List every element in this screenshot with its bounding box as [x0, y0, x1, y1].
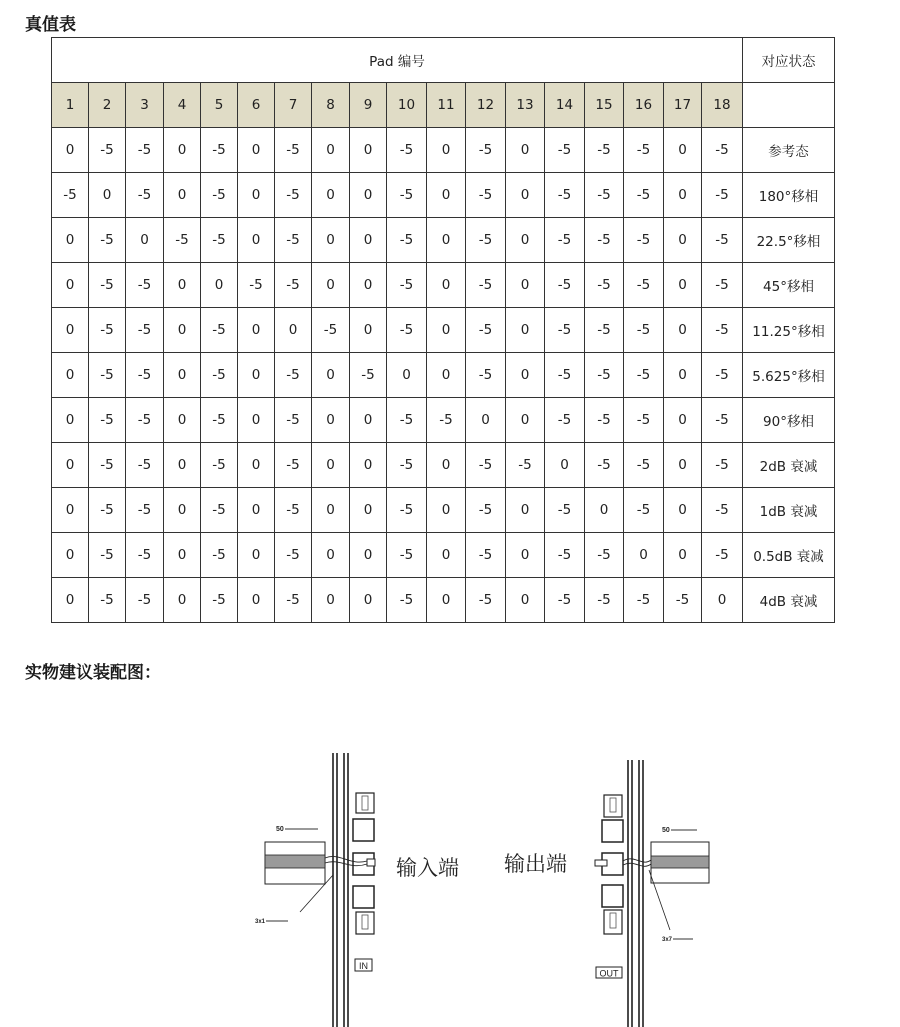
table-cell: -5 [585, 398, 624, 443]
table-cell: 0 [312, 218, 350, 263]
pad-number-cell: 9 [350, 83, 387, 128]
table-cell: -5 [545, 308, 585, 353]
table-cell: -5 [585, 173, 624, 218]
table-cell: -5 [89, 128, 126, 173]
table-cell: -5 [624, 173, 664, 218]
table-cell: -5 [466, 218, 506, 263]
table-cell: -5 [126, 173, 164, 218]
table-cell: 0 [164, 488, 201, 533]
state-cell: 0.5dB 衰减 [743, 533, 835, 578]
table-cell: 0 [427, 533, 466, 578]
table-cell: -5 [89, 398, 126, 443]
table-cell: 0 [506, 533, 545, 578]
right-bond-wire-1 [623, 859, 651, 862]
table-cell: -5 [89, 578, 126, 623]
table-cell: -5 [89, 443, 126, 488]
pad-number-cell: 2 [89, 83, 126, 128]
table-cell: 0 [664, 533, 702, 578]
table-cell: -5 [52, 173, 89, 218]
table-cell: 0 [664, 218, 702, 263]
table-cell: 0 [238, 533, 275, 578]
table-cell: -5 [545, 128, 585, 173]
table-cell: -5 [201, 533, 238, 578]
table-cell: -5 [427, 398, 466, 443]
table-cell: 0 [506, 488, 545, 533]
left-pad-2 [353, 819, 374, 841]
table-cell: -5 [89, 308, 126, 353]
state-cell: 22.5°移相 [743, 218, 835, 263]
table-cell: 0 [164, 578, 201, 623]
pad-number-cell: 18 [702, 83, 743, 128]
table-cell: 0 [238, 488, 275, 533]
table-row [52, 353, 835, 398]
right-pad-connector [595, 860, 607, 866]
table-cell: 0 [350, 308, 387, 353]
table-cell: 0 [350, 263, 387, 308]
table-cell: 0 [312, 443, 350, 488]
table-cell: 0 [238, 398, 275, 443]
table-cell: 0 [506, 173, 545, 218]
table-cell: -5 [702, 353, 743, 398]
table-cell: -5 [585, 443, 624, 488]
pad-row-blank-cell [743, 83, 835, 128]
output-label: 输出端 [504, 852, 567, 876]
table-cell: 0 [164, 398, 201, 443]
table-cell: 0 [164, 263, 201, 308]
table-cell: -5 [201, 128, 238, 173]
right-line-label: 50 [662, 827, 670, 834]
table-cell: -5 [387, 308, 427, 353]
pad-number-cell: 6 [238, 83, 275, 128]
table-cell: -5 [624, 218, 664, 263]
input-assembly [255, 753, 459, 1027]
table-cell: -5 [201, 443, 238, 488]
table-cell: -5 [275, 218, 312, 263]
table-cell: -5 [702, 218, 743, 263]
table-cell: 0 [89, 173, 126, 218]
table-cell: -5 [466, 533, 506, 578]
table-cell: 0 [664, 398, 702, 443]
truth-table [51, 37, 835, 623]
table-cell: 0 [466, 398, 506, 443]
table-cell: 0 [427, 263, 466, 308]
table-cell: 0 [506, 128, 545, 173]
table-cell: -5 [238, 263, 275, 308]
table-cell: -5 [387, 443, 427, 488]
table-cell: 0 [238, 173, 275, 218]
pad-number-cell: 15 [585, 83, 624, 128]
table-cell: 0 [238, 218, 275, 263]
table-cell: 0 [506, 398, 545, 443]
table-cell: 0 [506, 308, 545, 353]
table-cell: 0 [52, 398, 89, 443]
table-row [52, 398, 835, 443]
left-pad-4 [353, 886, 374, 908]
table-cell: -5 [466, 263, 506, 308]
table-cell: -5 [312, 308, 350, 353]
table-cell: -5 [126, 398, 164, 443]
table-cell: -5 [387, 578, 427, 623]
table-cell: 0 [350, 488, 387, 533]
table-cell: -5 [466, 578, 506, 623]
table-cell: 0 [238, 353, 275, 398]
table-cell: -5 [624, 488, 664, 533]
table-cell: 0 [312, 533, 350, 578]
table-cell: -5 [466, 443, 506, 488]
pad-number-cell: 1 [52, 83, 89, 128]
right-pad-4 [602, 885, 623, 907]
table-cell: 0 [664, 488, 702, 533]
table-row [52, 578, 835, 623]
truth-table-title: 真值表 [25, 15, 76, 35]
pad-number-cell: 8 [312, 83, 350, 128]
table-row [52, 128, 835, 173]
table-cell: 0 [427, 488, 466, 533]
input-label: 输入端 [396, 856, 459, 880]
left-pad-connector [367, 859, 375, 866]
table-cell: 0 [664, 173, 702, 218]
table-cell: 0 [664, 263, 702, 308]
table-cell: -5 [585, 578, 624, 623]
table-cell: 0 [52, 353, 89, 398]
state-cell: 4dB 衰减 [743, 578, 835, 623]
table-row [52, 488, 835, 533]
table-row [52, 263, 835, 308]
right-bond-wire-2 [623, 863, 651, 866]
left-wire-label: 3x1 [255, 919, 266, 925]
table-cell: -5 [545, 398, 585, 443]
table-cell: -5 [387, 128, 427, 173]
table-cell: 0 [275, 308, 312, 353]
output-assembly [504, 760, 709, 1027]
table-cell: -5 [126, 263, 164, 308]
table-cell: -5 [466, 488, 506, 533]
table-cell: -5 [89, 488, 126, 533]
state-cell: 2dB 衰减 [743, 443, 835, 488]
table-cell: 0 [664, 128, 702, 173]
state-cell: 45°移相 [743, 263, 835, 308]
table-cell: 0 [350, 443, 387, 488]
table-cell: -5 [545, 353, 585, 398]
table-cell: 0 [238, 578, 275, 623]
table-cell: -5 [585, 308, 624, 353]
table-cell: -5 [201, 578, 238, 623]
table-cell: 0 [52, 533, 89, 578]
table-cell: -5 [126, 578, 164, 623]
right-microstrip-line [651, 856, 709, 868]
assembly-title: 实物建议装配图： [25, 663, 161, 683]
table-cell: -5 [387, 263, 427, 308]
table-cell: 0 [52, 488, 89, 533]
right-pad-bottom [604, 910, 622, 934]
table-cell: 0 [238, 443, 275, 488]
pad-number-cell: 3 [126, 83, 164, 128]
table-cell: 0 [350, 533, 387, 578]
table-cell: 0 [427, 578, 466, 623]
table-cell: 0 [164, 533, 201, 578]
table-cell: -5 [702, 398, 743, 443]
table-cell: -5 [624, 128, 664, 173]
table-cell: -5 [89, 263, 126, 308]
table-cell: -5 [466, 353, 506, 398]
right-pad-2 [602, 820, 623, 842]
table-cell: -5 [275, 173, 312, 218]
table-cell: -5 [545, 578, 585, 623]
table-cell: 0 [52, 128, 89, 173]
table-cell: 0 [52, 218, 89, 263]
table-cell: 0 [427, 443, 466, 488]
table-cell: -5 [275, 353, 312, 398]
table-cell: 0 [201, 263, 238, 308]
pad-number-cell: 12 [466, 83, 506, 128]
table-row [52, 533, 835, 578]
table-cell: 0 [52, 263, 89, 308]
pad-number-cell: 7 [275, 83, 312, 128]
table-row [52, 173, 835, 218]
table-cell: -5 [164, 218, 201, 263]
table-cell: 0 [52, 443, 89, 488]
table-cell: 0 [52, 308, 89, 353]
table-cell: -5 [387, 173, 427, 218]
table-cell: -5 [126, 353, 164, 398]
table-cell: -5 [466, 173, 506, 218]
table-cell: -5 [545, 488, 585, 533]
table-cell: -5 [624, 578, 664, 623]
left-line-label: 50 [276, 826, 284, 833]
table-cell: -5 [275, 443, 312, 488]
table-cell: -5 [545, 218, 585, 263]
table-cell: -5 [545, 173, 585, 218]
table-cell: -5 [585, 128, 624, 173]
table-cell: -5 [545, 533, 585, 578]
table-cell: -5 [89, 533, 126, 578]
table-cell: -5 [126, 533, 164, 578]
table-cell: -5 [126, 443, 164, 488]
table-cell: -5 [201, 353, 238, 398]
table-header-row [52, 38, 835, 83]
table-cell: 0 [350, 398, 387, 443]
table-cell: 0 [427, 308, 466, 353]
table-cell: -5 [89, 353, 126, 398]
state-cell: 参考态 [743, 128, 835, 173]
table-cell: -5 [126, 308, 164, 353]
table-cell: 0 [312, 578, 350, 623]
out-tag: OUT [599, 968, 619, 979]
table-cell: 0 [312, 398, 350, 443]
table-cell: -5 [275, 398, 312, 443]
state-cell: 90°移相 [743, 398, 835, 443]
table-cell: 0 [312, 353, 350, 398]
table-cell: -5 [466, 128, 506, 173]
table-cell: 0 [312, 263, 350, 308]
table-cell: 0 [624, 533, 664, 578]
pad-number-cell: 11 [427, 83, 466, 128]
table-cell: -5 [275, 578, 312, 623]
table-cell: -5 [466, 308, 506, 353]
table-cell: 0 [164, 308, 201, 353]
table-cell: -5 [506, 443, 545, 488]
state-cell: 5.625°移相 [743, 353, 835, 398]
table-cell: 0 [664, 353, 702, 398]
table-cell: 0 [506, 353, 545, 398]
table-cell: 0 [664, 443, 702, 488]
table-cell: 0 [427, 353, 466, 398]
table-cell: 0 [427, 218, 466, 263]
pad-number-cell: 17 [664, 83, 702, 128]
table-cell: -5 [350, 353, 387, 398]
pad-number-cell: 13 [506, 83, 545, 128]
table-cell: 0 [506, 263, 545, 308]
assembly-diagram [0, 740, 900, 1027]
table-cell: -5 [201, 488, 238, 533]
table-cell: -5 [585, 353, 624, 398]
table-cell: -5 [387, 218, 427, 263]
pad-number-row [52, 83, 835, 128]
table-cell: -5 [201, 308, 238, 353]
pad-number-cell: 14 [545, 83, 585, 128]
table-cell: -5 [545, 263, 585, 308]
table-cell: -5 [275, 488, 312, 533]
table-cell: 0 [312, 128, 350, 173]
table-row [52, 308, 835, 353]
table-cell: -5 [702, 443, 743, 488]
table-cell: -5 [702, 263, 743, 308]
table-cell: -5 [201, 218, 238, 263]
table-cell: -5 [624, 398, 664, 443]
state-cell: 180°移相 [743, 173, 835, 218]
table-cell: 0 [312, 173, 350, 218]
table-cell: 0 [164, 443, 201, 488]
table-cell: -5 [702, 308, 743, 353]
table-cell: -5 [585, 263, 624, 308]
table-cell: 0 [52, 578, 89, 623]
table-cell: -5 [664, 578, 702, 623]
table-cell: -5 [624, 308, 664, 353]
table-cell: -5 [702, 488, 743, 533]
table-cell: 0 [164, 128, 201, 173]
table-row [52, 218, 835, 263]
table-cell: 0 [164, 173, 201, 218]
table-cell: 0 [238, 308, 275, 353]
table-cell: 0 [164, 353, 201, 398]
table-cell: -5 [624, 353, 664, 398]
table-cell: -5 [201, 173, 238, 218]
table-cell: 0 [664, 308, 702, 353]
table-cell: -5 [275, 263, 312, 308]
table-cell: 0 [585, 488, 624, 533]
table-cell: -5 [702, 173, 743, 218]
table-cell: 0 [702, 578, 743, 623]
table-cell: -5 [387, 488, 427, 533]
table-cell: -5 [585, 533, 624, 578]
table-cell: 0 [238, 128, 275, 173]
in-tag: IN [359, 961, 368, 971]
table-cell: 0 [312, 488, 350, 533]
pad-number-header: Pad 编号 [52, 38, 743, 83]
table-cell: -5 [201, 398, 238, 443]
table-row [52, 443, 835, 488]
table-cell: -5 [702, 533, 743, 578]
table-cell: -5 [624, 263, 664, 308]
table-cell: -5 [126, 488, 164, 533]
table-cell: 0 [506, 578, 545, 623]
table-cell: -5 [275, 533, 312, 578]
table-cell: 0 [350, 128, 387, 173]
table-cell: -5 [585, 218, 624, 263]
table-cell: 0 [545, 443, 585, 488]
table-cell: 0 [427, 173, 466, 218]
table-cell: 0 [350, 173, 387, 218]
state-cell: 1dB 衰减 [743, 488, 835, 533]
table-cell: -5 [624, 443, 664, 488]
table-cell: -5 [387, 533, 427, 578]
table-cell: -5 [89, 218, 126, 263]
table-cell: -5 [702, 128, 743, 173]
state-header: 对应状态 [743, 38, 835, 83]
pad-number-cell: 4 [164, 83, 201, 128]
table-cell: 0 [506, 218, 545, 263]
table-cell: 0 [387, 353, 427, 398]
table-cell: 0 [350, 578, 387, 623]
pad-number-cell: 10 [387, 83, 427, 128]
table-cell: 0 [350, 218, 387, 263]
table-cell: -5 [275, 128, 312, 173]
table-cell: -5 [387, 398, 427, 443]
left-microstrip-line [265, 855, 325, 868]
table-cell: -5 [126, 128, 164, 173]
table-cell: 0 [126, 218, 164, 263]
state-cell: 11.25°移相 [743, 308, 835, 353]
table-cell: 0 [427, 128, 466, 173]
pad-number-cell: 16 [624, 83, 664, 128]
pad-number-cell: 5 [201, 83, 238, 128]
right-wire-label: 3x7 [662, 937, 673, 943]
